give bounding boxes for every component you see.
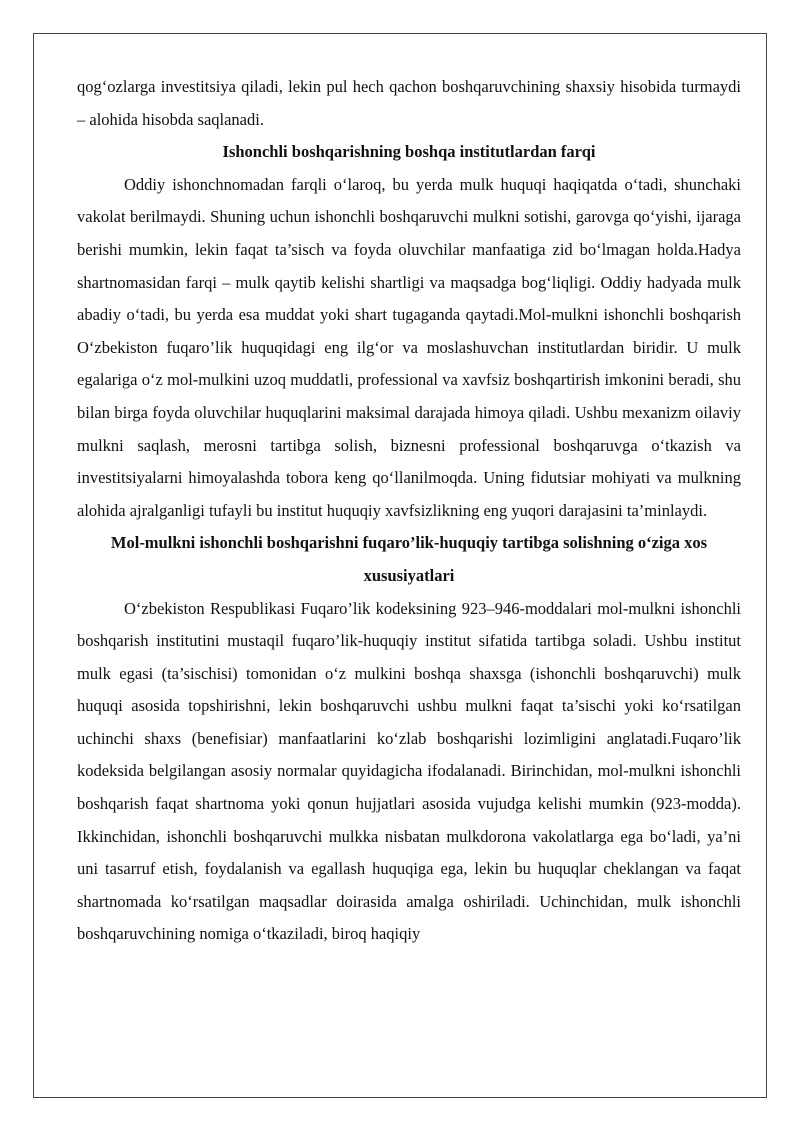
paragraph-continuation: qog‘ozlarga investitsiya qiladi, lekin pul hech qachon boshqaruvchining shaxsiy hisobida turmaydi – alohida hisobda saqlanadi.: [77, 77, 741, 129]
paragraph-civil-code: O‘zbekiston Respublikasi Fuqaro’lik kodeksining 923–946-moddalari mol-mulkni ishonchli boshqarish institutini mustaqil fuqaro’lik-huquqiy institut sifatida tartibga soladi. Ushbu institut mulk egasi (ta’sischisi) tomonidan o‘z mulkini boshqa shaxsga (ishonchli boshqaruvchi) mulk huquqi asosida topshirishni, lekin boshqaruvchi ushbu mulkni faqat ta’sischi yoki ko‘rsatilgan uchinchi shaxs (benefisiar) manfaatlarini ko‘zlab boshqarishi lozimligini anglatadi.Fuqaro’lik kodeksida belgilangan asosiy normalar quyidagicha ifodalanadi. Birinchidan, mol-mulkni ishonchli boshqarish faqat shartnoma yoki qonun hujjatlari asosida vujudga kelishi mumkin (923-modda). Ikkinchidan, ishonchli boshqaruvchi mulkka nisbatan mulkdorona vakolatlarga ega bo‘ladi, ya’ni uni tasarruf etish, foydalanish va egallash huquqiga ega, lekin bu huquqlar cheklangan va faqat shartnomada ko‘rsatilgan maqsadlar doirasida amalga oshiriladi. Uchinchidan, mulk ishonchli boshqaruvchining nomiga o‘tkaziladi, biroq haqiqiy: [77, 598, 741, 944]
section-heading-differences: Ishonchli boshqarishning boshqa institutlardan farqi: [222, 142, 596, 162]
paragraph-differences: Oddiy ishonchnomadan farqli o‘laroq, bu yerda mulk huquqi haqiqatda o‘tadi, shunchaki vakolat berilmaydi. Shuning uchun ishonchli boshqaruvchi mulkni sotishi, garovga qo‘yishi, ijaraga berishi mumkin, lekin faqat ta’sisch va foyda oluvchilar manfaatiga zid bo‘lmagan holda.Hadya shartnomasidan farqi – mulk qaytib kelishi shartligi va maqsadga bog‘liqligi. Oddiy hadyada mulk abadiy o‘tadi, bu yerda esa muddat yoki shart tugaganda qaytadi.Mol-mulkni ishonchli boshqarish O‘zbekiston fuqaro’lik huquqidagi eng ilg‘or va moslashuvchan institutlardan biridir. U mulk egalariga o‘z mol-mulkini uzoq muddatli, professional va xavfsiz boshqartirish imkonini beradi, shu bilan birga foyda oluvchilar huquqlarini maksimal darajada himoya qiladi. Ushbu mexanizm oilaviy mulkni saqlash, merosni tartibga solish, biznesni professional boshqaruvga o‘tkazish va investitsiyalarni himoyalashda tobora keng qo‘llanilmoqda. Uning fidutsiar mohiyati va mulkning alohida ajralganligi tufayli bu institut huquqiy xavfsizlikning eng yuqori darajasini ta’minlaydi.: [77, 174, 741, 520]
section-heading-features: Mol-mulkni ishonchli boshqarishni fuqaro’lik-huquqiy tartibga solishning o‘ziga xos xususiyatlari: [110, 533, 708, 585]
document-body: [77, 71, 741, 951]
